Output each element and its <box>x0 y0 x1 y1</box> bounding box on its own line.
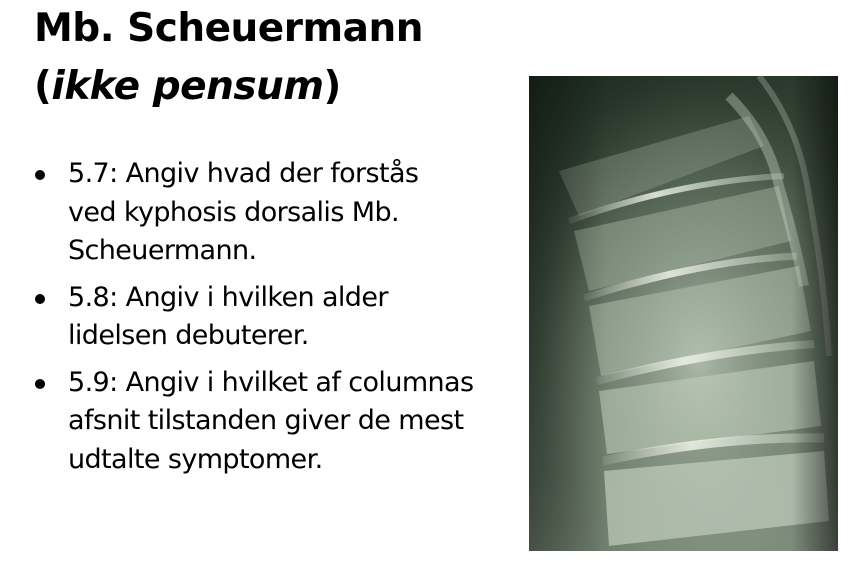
slide-title <box>34 0 423 116</box>
title-paren-open: ( <box>34 64 52 109</box>
list-item <box>34 155 474 271</box>
question-list <box>34 155 474 487</box>
question-text: 5.7: Angiv hvad der forstås ved kyphosis dorsalis Mb. Scheuermann. <box>68 158 419 266</box>
list-item <box>34 279 474 356</box>
question-text: 5.8: Angiv i hvilken alder lidelsen debuterer. <box>68 281 388 351</box>
title-line-2 <box>34 58 423 116</box>
spine-xray-image <box>529 76 838 551</box>
question-text: 5.9: Angiv i hvilket af columnas afsnit tilstanden giver de mest udtalte symptomer. <box>68 366 474 475</box>
list-item <box>34 364 474 480</box>
title-paren-close: ) <box>323 64 341 109</box>
xray-illustration <box>529 76 838 551</box>
bullet-icon <box>35 294 45 304</box>
title-italic-note: ikke pensum <box>51 64 324 109</box>
bullet-icon <box>35 170 45 180</box>
bullet-icon <box>35 379 45 389</box>
title-line-1: Mb. Scheuermann <box>34 6 423 51</box>
